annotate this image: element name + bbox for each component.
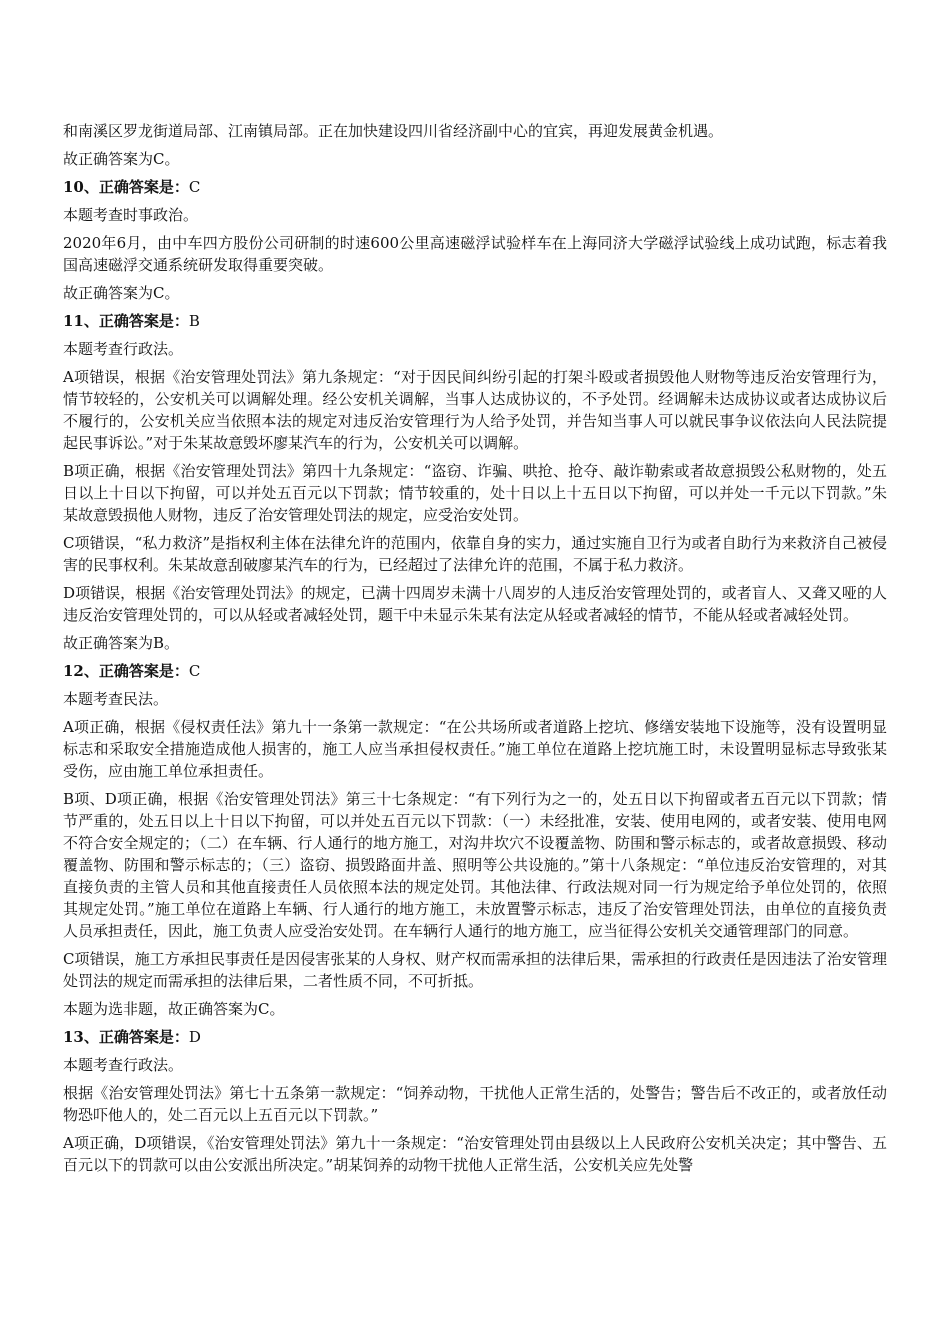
paragraph: 本题为选非题，故正确答案为C。	[63, 1000, 285, 1018]
answer-letter: C	[188, 178, 201, 196]
paragraph: 根据《治安管理处罚法》第七十五条第一款规定：“饲养动物，干扰他人正常生活的，处警告；警告后不改正的，或者放任动物恐吓他人的，处二百元以上五百元以下罚款。”	[63, 1084, 887, 1124]
paragraph: C项错误，“私力救济”是指权利主体在法律允许的范围内，依靠自身的实力，通过实施自卫行为或者自助行为来救济自己被侵害的民事权利。朱某故意刮破廖某汽车的行为，已经超过了法律允许的范围，不属于私力救济。	[63, 534, 887, 574]
paragraph: 故正确答案为C。	[63, 150, 180, 168]
answer-heading	[63, 176, 887, 198]
paragraph: B项、D项正确，根据《治安管理处罚法》第三十七条规定：“有下列行为之一的，处五日以下拘留或者五百元以下罚款；情节严重的，处五日以上十日以下拘留，可以并处五百元以下罚款：（一）未经批准，安装、使用电网的，或者安装、使用电网不符合安全规定的；（二）在车辆、行人通行的地方施工，对沟井坎穴不设覆盖物、防围和警示标志的，或者故意损毁、移动覆盖物、防围和警示标志的；（三）盗窃、损毁路面井盖、照明等公共设施的。”第十八条规定：“单位违反治安管理的，对其直接负责的主管人员和其他直接责任人员依照本法的规定处罚。其他法律、行政法规对同一行为规定给予单位处罚的，依照其规定处罚。”施工单位在道路上车辆、行人通行的地方施工，未放置警示标志，违反了治安管理处罚法，由单位的直接负责人员承担责任，因此，施工负责人应受治安处罚。在车辆行人通行的地方施工，应当征得公安机关交通管理部门的同意。	[63, 790, 887, 940]
answer-label: 11、正确答案是：	[63, 312, 189, 330]
answer-label: 13、正确答案是：	[63, 1028, 189, 1046]
answer-heading	[63, 310, 887, 332]
paragraph: 故正确答案为C。	[63, 284, 180, 302]
paragraph: 故正确答案为B。	[63, 634, 180, 652]
answer-letter: C	[188, 662, 201, 680]
answer-heading	[63, 1026, 887, 1048]
paragraph: 和南溪区罗龙街道局部、江南镇局部。正在加快建设四川省经济副中心的宜宾，再迎发展黄金机遇。	[63, 122, 724, 140]
paragraph: A项错误，根据《治安管理处罚法》第九条规定：“对于因民间纠纷引起的打架斗殴或者损毁他人财物等违反治安管理行为，情节较轻的，公安机关可以调解处理。经公安机关调解，当事人达成协议的，不予处罚。经调解未达成协议或者达成协议后不履行的，公安机关应当依照本法的规定对违反治安管理行为人给予处罚，并告知当事人可以就民事争议依法向人民法院提起民事诉讼。”对于朱某故意毁坏廖某汽车的行为，公安机关可以调解。	[63, 368, 887, 452]
paragraph: 本题考查时事政治。	[63, 206, 199, 224]
answer-heading	[63, 660, 887, 682]
paragraph: A项正确，根据《侵权责任法》第九十一条第一款规定：“在公共场所或者道路上挖坑、修缮安装地下设施等，没有设置明显标志和采取安全措施造成他人损害的，施工人应当承担侵权责任。”施工单位在道路上挖坑施工时，未设置明显标志导致张某受伤，应由施工单位承担责任。	[63, 718, 887, 780]
answer-label: 12、正确答案是：	[63, 662, 189, 680]
document-page	[63, 120, 887, 1182]
paragraph: 本题考查民法。	[63, 690, 169, 708]
paragraph: D项错误，根据《治安管理处罚法》的规定，已满十四周岁未满十八周岁的人违反治安管理处罚的，或者盲人、又聋又哑的人违反治安管理处罚的，可以从轻或者减轻处罚，题干中未显示朱某有法定从轻或者减轻的情节，不能从轻或者减轻处罚。	[63, 584, 887, 624]
paragraph: A项正确，D项错误，《治安管理处罚法》第九十一条规定：“治安管理处罚由县级以上人民政府公安机关决定；其中警告、五百元以下的罚款可以由公安派出所决定。”胡某饲养的动物干扰他人正常生活，公安机关应先处警	[63, 1134, 887, 1174]
paragraph: 2020年6月，由中车四方股份公司研制的时速600公里高速磁浮试验样车在上海同济大学磁浮试验线上成功试跑，标志着我国高速磁浮交通系统研发取得重要突破。	[63, 234, 887, 274]
paragraph: B项正确，根据《治安管理处罚法》第四十九条规定：“盗窃、诈骗、哄抢、抢夺、敲诈勒索或者故意损毁公私财物的，处五日以上十日以下拘留，可以并处五百元以下罚款；情节较重的，处十日以上十五日以下拘留，可以并处一千元以下罚款。”朱某故意毁损他人财物，违反了治安管理处罚法的规定，应受治安处罚。	[63, 462, 887, 524]
paragraph: 本题考查行政法。	[63, 1056, 184, 1074]
paragraph: C项错误，施工方承担民事责任是因侵害张某的人身权、财产权而需承担的法律后果，需承担的行政责任是因违法了治安管理处罚法的规定而需承担的法律后果，二者性质不同，不可折抵。	[63, 950, 887, 990]
answer-letter: D	[188, 1028, 201, 1046]
answer-letter: B	[188, 312, 200, 330]
answer-label: 10、正确答案是：	[63, 178, 189, 196]
paragraph: 本题考查行政法。	[63, 340, 184, 358]
